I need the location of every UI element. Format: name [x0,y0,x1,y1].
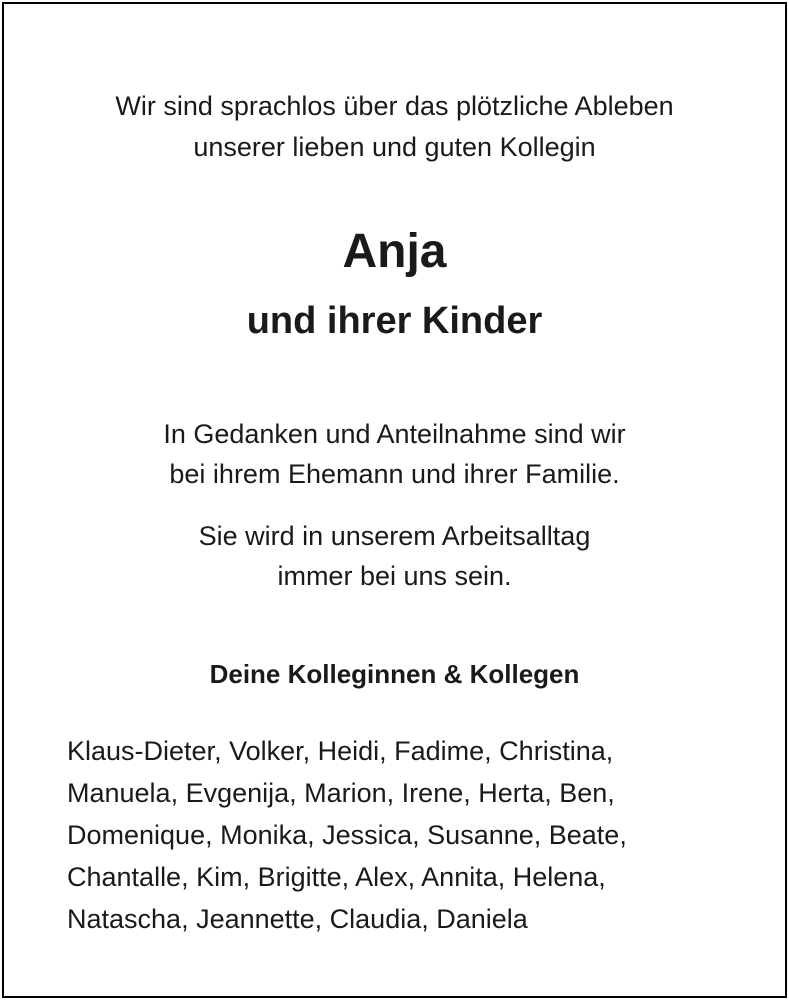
colleague-names-line: Domenique, Monika, Jessica, Susanne, Beate, [67,820,627,850]
colleague-names-line: Klaus-Dieter, Volker, Heidi, Fadime, Christina, [67,736,614,766]
deceased-subtitle: und ihrer Kinder [246,300,543,342]
intro-line-1: Wir sind sprachlos über das plötzliche Ableben [115,91,674,121]
memory-text [4,516,785,596]
deceased-name: Anja [342,225,447,278]
colleague-names-line: Chantalle, Kim, Brigitte, Alex, Annita, Helena, [67,862,606,892]
condolence-line-2: bei ihrem Ehemann und ihrer Familie. [169,459,620,489]
condolence-text [4,414,785,494]
condolence-line-1: In Gedanken und Anteilnahme sind wir [163,419,626,449]
colleague-names-line: Manuela, Evgenija, Marion, Irene, Herta, Ben, [67,778,615,808]
colleague-names-line: Natascha, Jeannette, Claudia, Daniela [67,904,528,934]
memory-line-1: Sie wird in unserem Arbeitsalltag [198,521,591,551]
signature: Deine Kolleginnen & Kollegen [209,659,580,689]
obituary-frame [2,2,787,998]
colleague-names [67,730,767,940]
intro-text [4,86,785,168]
memory-line-2: immer bei uns sein. [277,561,512,591]
intro-line-2: unserer lieben und guten Kollegin [193,132,596,162]
